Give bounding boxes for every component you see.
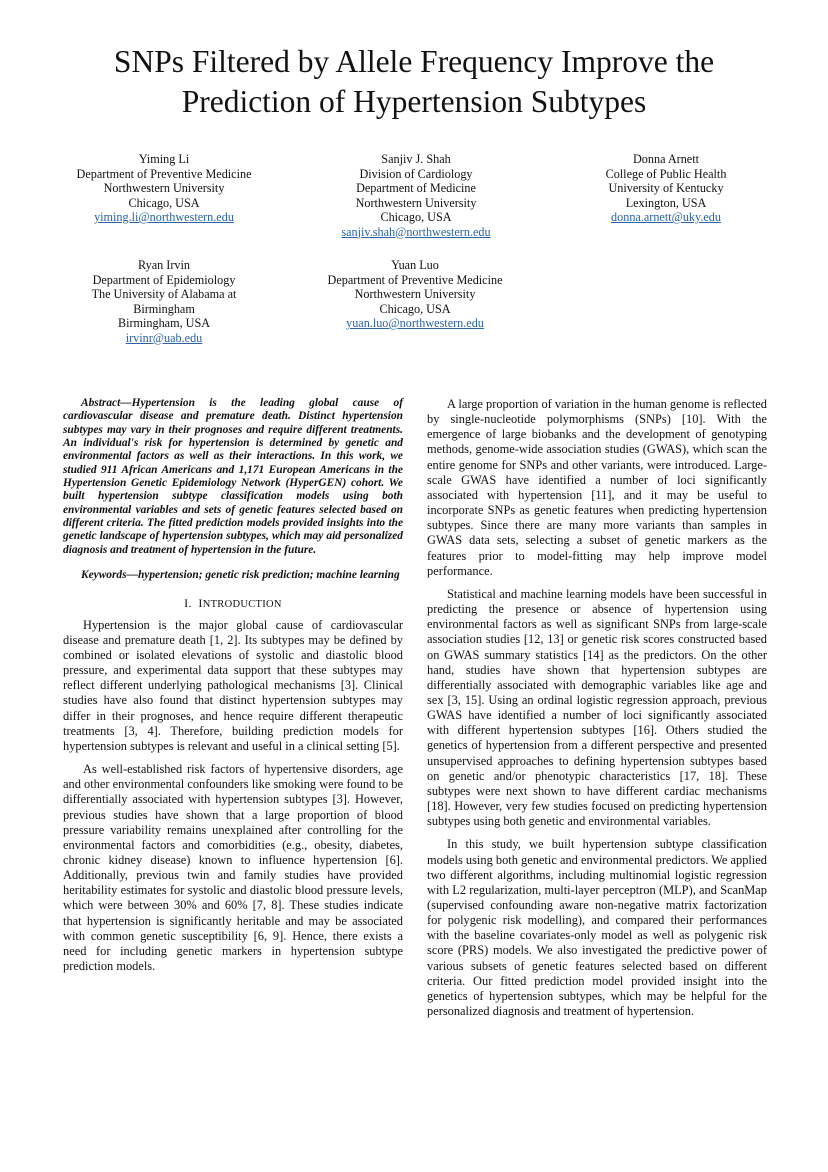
author-affiliation: Chicago, USA <box>380 210 452 224</box>
author-affiliation: Department of Preventive Medicine <box>76 166 252 181</box>
title-line-1: SNPs Filtered by Allele Frequency Improve the <box>113 44 715 79</box>
author-affiliation: Birmingham <box>133 301 195 316</box>
author-block <box>58 152 270 225</box>
author-name: Ryan Irvin <box>138 258 190 272</box>
section-heading-introduction <box>63 596 403 612</box>
abstract-text: —Hypertension is the leading global cause of cardiovascular disease and premature death. Distinct hypertension subtypes may vary in their prognoses and require different treatments. An individual's risk for hypertension is determined by genetic and environmental factors as well as their interactions. In this work, we studied 911 African Americans and 1,171 European Americans in the Hypertension Genetic Epidemiology Network (HyperGEN) cohort. We built hypertension subtype classification models using both environmental variables and sets of genetic features selected based on different criteria. The fitted prediction models provided insights into the genetic landscape of hypertension subtypes, which may aid personalized diagnosis and treatment of hypertension in the future. <box>63 397 403 556</box>
section-number: I. <box>184 596 192 611</box>
author-email-link[interactable]: yuan.luo@northwestern.edu <box>346 316 484 330</box>
right-column <box>427 397 767 1019</box>
author-affiliation: Division of Cardiology <box>359 166 473 181</box>
author-affiliation: Department of Medicine <box>356 181 476 195</box>
author-block <box>302 258 528 331</box>
author-affiliation: College of Public Health <box>605 166 727 181</box>
body-paragraph: In this study, we built hypertension subtype classification models using both genetic and environmental predictors. We applied two different algorithms, including multinomial logistic regression with L2 regularization, multi-layer perceptron (MLP), and ScanMap (supervised confounding aware non-negative matrix factorization for polygenic risk modelling), and compared their performances with the baseline covariates-only model as well as polygenic risk score (PRS) models. We also investigated the predictive power of various subsets of genetic features selected based on different criteria. Our fitted prediction model provided insight into the genetics of hypertension subtypes, which may be helpful for the personalized diagnosis and treatment of hypertension. <box>427 837 767 1019</box>
keywords-label: Keywords <box>81 569 127 582</box>
author-affiliation: Lexington, USA <box>625 195 707 210</box>
author-affiliation: University of Kentucky <box>608 181 724 195</box>
author-affiliation: Northwestern University <box>355 195 477 210</box>
abstract <box>63 397 403 557</box>
author-email-link[interactable]: sanjiv.shah@northwestern.edu <box>341 224 491 239</box>
author-email-link[interactable]: yiming.li@northwestern.edu <box>94 210 234 224</box>
abstract-label: Abstract <box>81 397 121 409</box>
section-title-rest: NTRODUCTION <box>202 599 282 611</box>
paper-title <box>0 42 828 122</box>
author-affiliation: Chicago, USA <box>379 301 451 316</box>
left-column <box>63 397 403 974</box>
author-affiliation: Northwestern University <box>103 181 225 195</box>
keywords <box>63 569 403 582</box>
author-affiliation: Birmingham, USA <box>117 316 211 330</box>
author-name: Yiming Li <box>138 152 190 166</box>
author-email-link[interactable]: donna.arnett@uky.edu <box>611 210 721 224</box>
author-affiliation: Northwestern University <box>354 287 476 301</box>
author-name: Yuan Luo <box>391 258 439 272</box>
author-affiliation: Chicago, USA <box>128 195 200 210</box>
body-paragraph: As well-established risk factors of hypertensive disorders, age and other environmental confounders like smoking were found to be differentially associated with hypertension subtypes [3]. However, previous studies have shown that a large proportion of blood pressure variability remains unexplained after controlling for the environmental factors and comorbidities (e.g., obesity, diabetes, chronic kidney disease) known to influence hypertension [6]. Additionally, previous twin and family studies have provided heritability estimates for systolic and diastolic blood pressure levels, which were between 30% and 60% [7, 8]. These studies indicate that hypertension is significantly heritable and may be associated with common genetic susceptibility [6, 9]. Hence, there exists a need for including genetic markers in hypertension subtype prediction models. <box>63 762 403 974</box>
author-affiliation: Department of Preventive Medicine <box>327 272 503 287</box>
author-name: Sanjiv J. Shah <box>381 152 451 166</box>
title-line-2: Prediction of Hypertension Subtypes <box>181 84 647 119</box>
author-block <box>64 258 264 345</box>
author-email-link[interactable]: irvinr@uab.edu <box>125 330 203 345</box>
body-paragraph: A large proportion of variation in the human genome is reflected by single-nucleotide polymorphisms (SNPs) [10]. With the emergence of large biobanks and the development of genotyping methods, genome-wide association studies (GWAS), which scan the entire genome for SNPs and other variants, were introduced. Large-scale GWAS have identified a number of loci significantly associated with hypertension [11], and it may be useful to incorporate SNPs as genetic features when predicting hypertension subtypes. Since there are many more variants than samples in GWAS data sets, selecting a subset of genetic markers as the features prior to model-fitting may help improve model performance. <box>427 397 767 578</box>
author-name: Donna Arnett <box>632 152 699 166</box>
keywords-text: —hypertension; genetic risk prediction; machine learning <box>126 569 400 582</box>
author-block <box>316 152 516 239</box>
author-affiliation: Department of Epidemiology <box>92 272 236 287</box>
author-affiliation: The University of Alabama at <box>91 287 237 301</box>
section-title-first-letter: I <box>198 596 203 611</box>
author-block <box>560 152 772 225</box>
body-paragraph: Hypertension is the major global cause of cardiovascular disease and premature death [1, 2]. Its subtypes may be defined by combined or isolated elevations of systolic and diastolic blood pressure, and experimental data support that these subtypes may reflect different underlying pathological mechanisms [3]. Clinical studies have also found that distinct hypertension subtypes may differ in their prognoses, and hence require different therapeutic treatments [3, 4]. Therefore, building prediction models for hypertension subtypes is relevant and useful in a clinical setting [5]. <box>63 617 403 753</box>
body-paragraph: Statistical and machine learning models have been successful in predicting the presence or absence of hypertension using environmental factors as well as significant SNPs from large-scale association studies [12, 13] or genetic risk scores constructed based on GWAS summary statistics [14] as the predictors. On the other hand, studies have shown that hypertension subtypes are differentially associated with demographic variables like age and sex [3, 15]. Using an ordinal logistic regression approach, previous GWAS have identified a number of loci significantly associated with different hypertension subtypes [16]. Others studied the genetics of hypertension from a different perspective and presented unsupervised approaches to defining hypertension subtypes based on genetic and/or phenotypic characteristics [17, 18]. These subtypes were next shown to have different cardiac mechanisms [18]. However, very few studies focused on predicting hypertension subtypes using both genetic and environmental variables. <box>427 586 767 829</box>
